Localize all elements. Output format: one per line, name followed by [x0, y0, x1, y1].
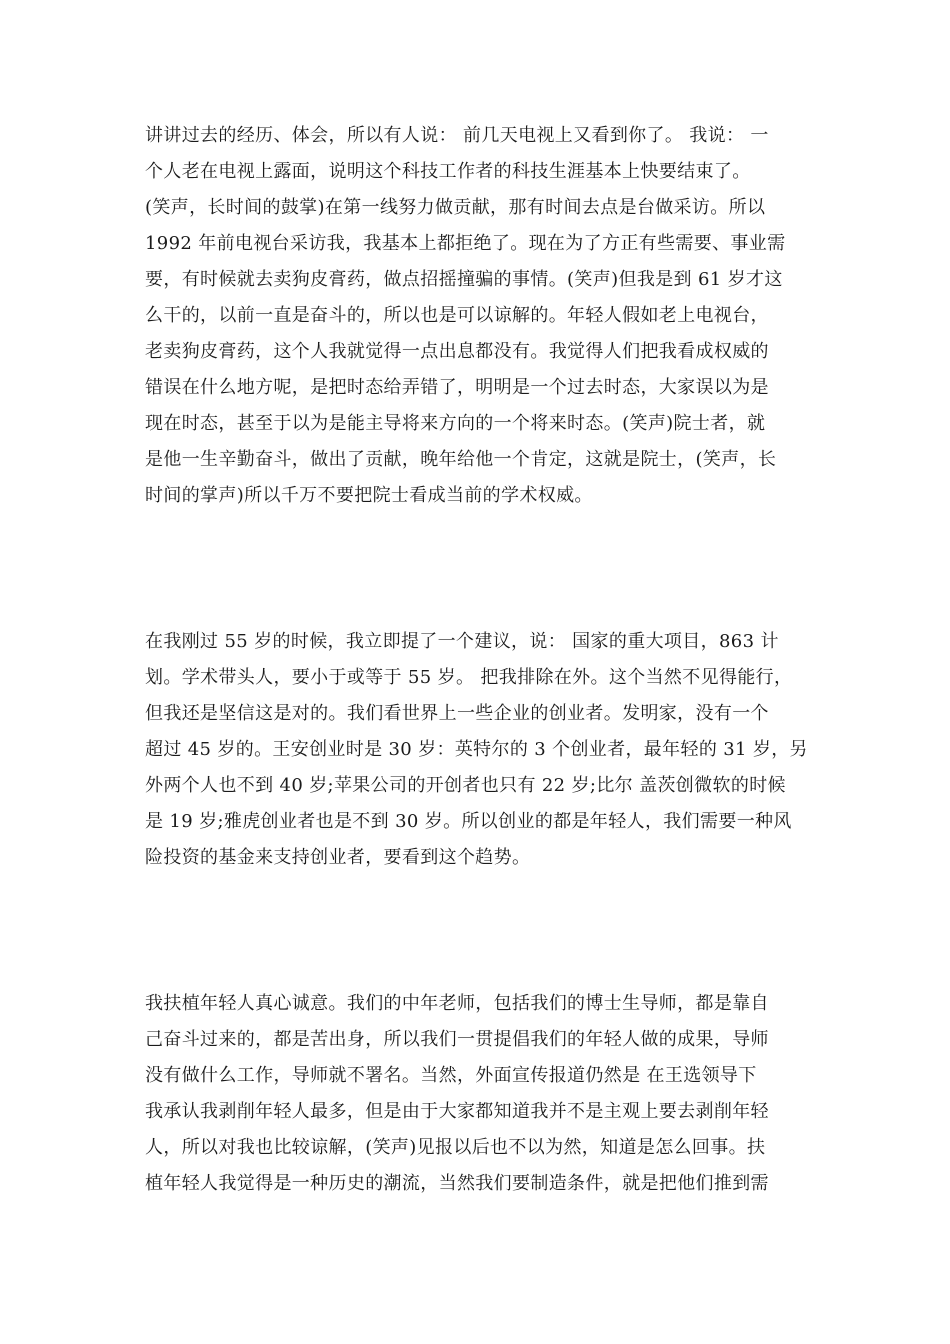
text-line: 个人老在电视上露面，说明这个科技工作者的科技生涯基本上快要结束了。	[145, 161, 751, 182]
text-line: 外两个人也不到 40 岁;苹果公司的开创者也只有 22 岁;比尔 盖茨创微软的时候	[145, 775, 786, 796]
text-line: 我承认我剥削年轻人最多，但是由于大家都知道我并不是主观上要去剥削年轻	[145, 1101, 769, 1122]
text-line: 错误在什么地方呢，是把时态给弄错了，明明是一个过去时态，大家误以为是	[145, 377, 769, 398]
text-line: 时间的掌声)所以千万不要把院士看成当前的学术权威。	[145, 485, 593, 506]
text-line: 么干的，以前一直是奋斗的，所以也是可以谅解的。年轻人假如老上电视台，	[145, 305, 769, 326]
text-line: 没有做什么工作，导师就不署名。当然，外面宣传报道仍然是 在王选领导下	[145, 1065, 757, 1086]
text-line: 老卖狗皮膏药，这个人我就觉得一点出息都没有。我觉得人们把我看成权威的	[145, 341, 769, 362]
text-line: (笑声，长时间的鼓掌)在第一线努力做贡献，那有时间去点是台做采访。所以	[145, 197, 766, 218]
text-line: 己奋斗过来的，都是苦出身，所以我们一贯提倡我们的年轻人做的成果，导师	[145, 1029, 769, 1050]
text-line: 要，有时候就去卖狗皮膏药，做点招摇撞骗的事情。(笑声)但我是到 61 岁才这	[145, 269, 783, 290]
text-line: 是 19 岁;雅虎创业者也是不到 30 岁。所以创业的都是年轻人，我们需要一种风	[145, 811, 792, 832]
text-line: 人，所以对我也比较谅解，(笑声)见报以后也不以为然，知道是怎么回事。扶	[145, 1137, 766, 1158]
text-line: 是他一生辛勤奋斗，做出了贡献，晚年给他一个肯定，这就是院士，(笑声，长	[145, 449, 777, 470]
text-line: 植年轻人我觉得是一种历史的潮流，当然我们要制造条件，就是把他们推到需	[145, 1173, 769, 1194]
text-line: 超过 45 岁的。王安创业时是 30 岁：英特尔的 3 个创业者，最年轻的 31 岁，另	[145, 739, 808, 760]
text-line: 我扶植年轻人真心诚意。我们的中年老师，包括我们的博士生导师，都是靠自	[145, 993, 769, 1014]
text-line: 但我还是坚信这是对的。我们看世界上一些企业的创业者。发明家，没有一个	[145, 703, 769, 724]
text-line: 险投资的基金来支持创业者，要看到这个趋势。	[145, 847, 531, 868]
text-line: 在我刚过 55 岁的时候，我立即提了一个建议，说： 国家的重大项目，863 计	[145, 631, 779, 652]
text-line: 现在时态，甚至于以为是能主导将来方向的一个将来时态。(笑声)院士者，就	[145, 413, 766, 434]
text-line: 1992 年前电视台采访我，我基本上都拒绝了。现在为了方正有些需要、事业需	[145, 233, 786, 254]
text-line: 讲讲过去的经历、体会，所以有人说： 前几天电视上又看到你了。 我说： 一	[145, 125, 769, 146]
text-line: 划。学术带头人，要小于或等于 55 岁。 把我排除在外。这个当然不见得能行，	[145, 667, 793, 688]
